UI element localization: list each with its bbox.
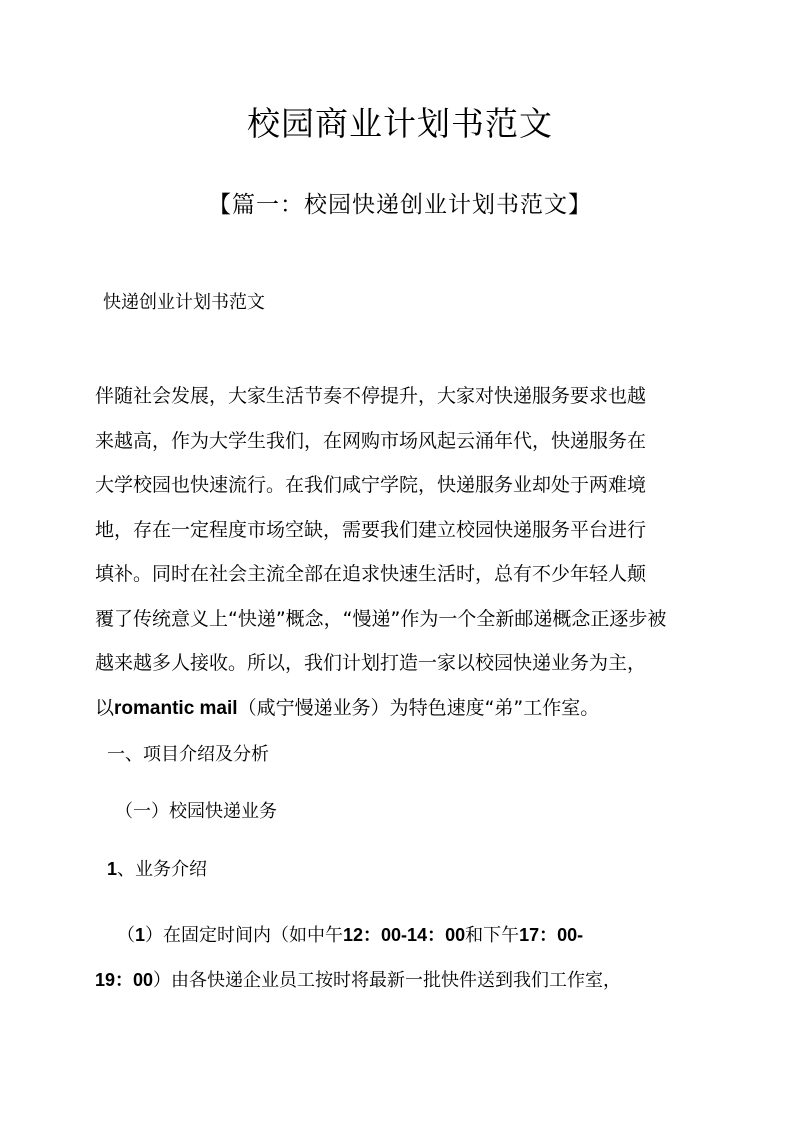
paragraph-line: 大学校园也快速流行。在我们咸宁学院，快递服务业却处于两难境: [95, 474, 647, 496]
paragraph-line: 伴随社会发展，大家生活节奏不停提升，大家对快递服务要求也越: [95, 385, 647, 407]
item-number: 1: [135, 925, 146, 945]
section-heading: 一、项目介绍及分析: [107, 744, 269, 765]
document-title: 校园商业计划书范文: [247, 104, 553, 143]
last-line-suffix: （咸宁慢递业务）为特色速度“弟”工作室。: [237, 696, 600, 719]
paragraph-line: 地，存在一定程度市场空缺，需要我们建立校园快递服务平台进行: [95, 518, 647, 541]
item-line: [95, 913, 725, 958]
paragraph-line: 覆了传统意义上“快递”概念，“慢递”作为一个全新邮递概念正逐步被: [95, 607, 667, 630]
subheading: 快递创业计划书范文: [103, 292, 265, 313]
subsection-heading: （一）校园快递业务: [115, 801, 277, 822]
subsubsection-text: 、业务介绍: [117, 859, 208, 880]
document-subtitle: 【篇一：校园快递创业计划书范文】: [208, 192, 592, 218]
item-line: [95, 958, 725, 1003]
subsubsection-heading: [107, 855, 207, 881]
time-range: 12：00-14：00: [343, 925, 466, 945]
item-text: 和下午: [465, 925, 520, 946]
time-range: 19：00: [95, 970, 154, 990]
subsubsection-number: 1: [107, 859, 118, 879]
intro-paragraph: [95, 374, 725, 731]
paragraph-last-line: [95, 686, 725, 732]
romantic-mail-text: romantic mail: [114, 697, 238, 719]
item-paragraph: [95, 913, 725, 1003]
paragraph-line: 越来越多人接收。所以，我们计划打造一家以校园快递业务为主，: [95, 652, 647, 674]
item-text: ）在固定时间内（如中午: [145, 925, 344, 946]
item-text: （: [117, 925, 135, 946]
item-text: ）由各快递企业员工按时将最新一批快件送到我们工作室，: [153, 970, 622, 991]
last-line-prefix: 以: [95, 696, 115, 719]
paragraph-line: 来越高，作为大学生我们，在网购市场风起云涌年代，快递服务在: [95, 429, 647, 452]
time-range: 17：00-: [519, 925, 584, 945]
paragraph-line: 填补。同时在社会主流全部在追求快速生活时，总有不少年轻人颠: [95, 563, 647, 585]
